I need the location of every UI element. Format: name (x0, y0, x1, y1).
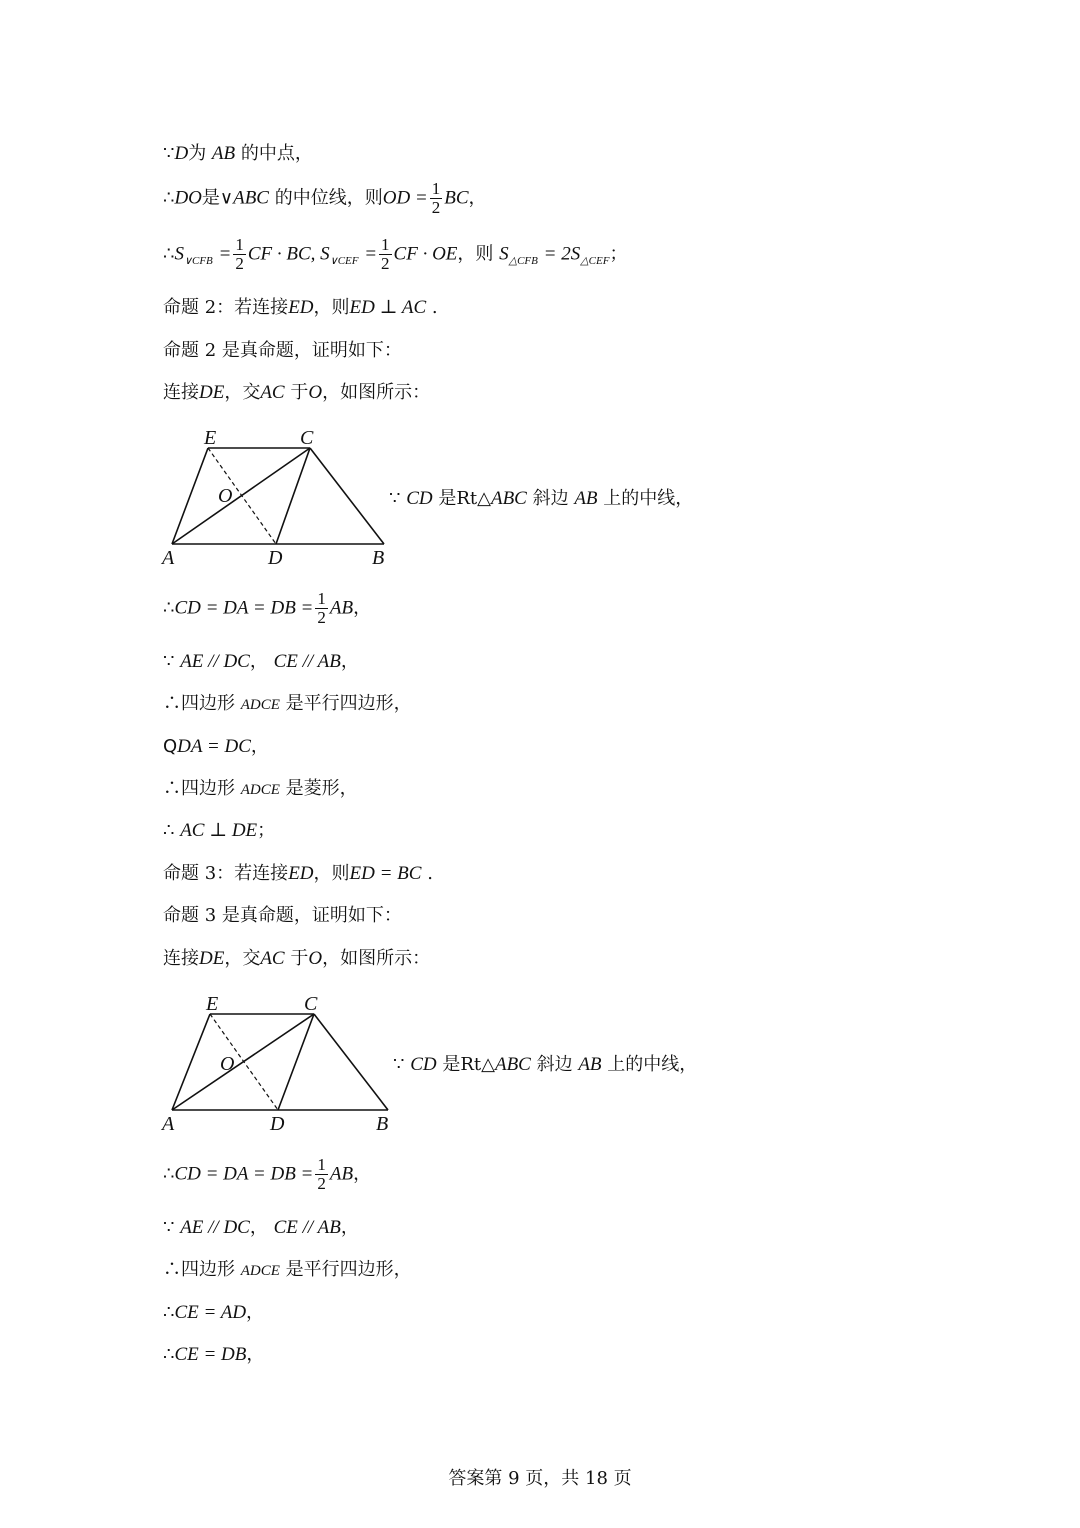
math-text: CE // AB (273, 651, 341, 672)
math-text: OD = (382, 187, 428, 209)
because-symbol: ∵ (163, 1217, 175, 1238)
text: ； (609, 243, 628, 265)
fraction (233, 236, 246, 273)
text: ，则 (457, 243, 494, 265)
text: 连接 (163, 382, 199, 403)
proof-line-8 (163, 650, 359, 674)
text: ，交 (224, 948, 261, 969)
math-text: O (308, 382, 323, 403)
fraction-denominator: 2 (235, 254, 244, 273)
math-text: = (218, 243, 232, 265)
triangle-symbol: ∨ (219, 187, 234, 209)
math-text: AC ⊥ DE (180, 820, 258, 841)
text: 是 (201, 187, 220, 209)
text: ∴四边形 (163, 693, 235, 714)
text: ， (249, 651, 268, 672)
math-text: ABC (490, 488, 527, 509)
math-text: CE // AB (273, 1217, 341, 1238)
label-b: B (376, 1113, 389, 1135)
text: ， (250, 736, 269, 757)
connect-instruction (163, 947, 430, 971)
math-text: = (364, 243, 378, 265)
label-c: C (300, 427, 314, 449)
math-text: AB (329, 1163, 354, 1185)
math-text: AB (211, 143, 236, 164)
math-text: ED ⊥ AC (349, 297, 427, 318)
math-text: S (499, 243, 509, 265)
fraction-denominator: 2 (381, 254, 390, 273)
math-text: ADCE (240, 782, 280, 798)
math-text: O (308, 948, 323, 969)
math-text: ED (288, 863, 314, 884)
subscript: △CFB (508, 255, 538, 268)
fraction-denominator: 2 (431, 198, 441, 217)
segment-cd (278, 1014, 314, 1110)
text: ∴四边形 (163, 778, 235, 799)
because-symbol: ∵ (389, 488, 401, 509)
text: 于 (290, 948, 309, 969)
text: 上的中线， (603, 488, 694, 509)
label-e: E (206, 993, 219, 1015)
math-text: S (174, 243, 184, 265)
text: . (431, 297, 438, 318)
proof-line-20 (163, 1343, 264, 1367)
label-a: A (162, 1113, 175, 1135)
math-text: CD = DA = DB = (174, 597, 314, 619)
math-text: ADCE (240, 697, 280, 713)
math-text: ED (288, 297, 314, 318)
figure-2-caption (393, 1053, 697, 1077)
text: ，则 (313, 863, 350, 884)
therefore-symbol: ∴ (163, 1163, 175, 1185)
therefore-symbol: ∴ (163, 187, 175, 209)
text: 命题 2 是真命题，证明如下： (163, 340, 402, 361)
text: 连接 (163, 948, 199, 969)
proof-line-10 (163, 735, 269, 759)
fraction (379, 236, 392, 273)
label-b: B (372, 547, 385, 569)
text: ， (249, 1217, 268, 1238)
text: 的中位线，则 (274, 187, 383, 209)
fraction-denominator: 2 (317, 608, 326, 627)
math-text: ABC (494, 1054, 531, 1075)
segment-ae (172, 1014, 210, 1110)
math-text: D (174, 143, 189, 164)
text: 是菱形， (285, 778, 358, 799)
because-symbol: ∵ (393, 1054, 405, 1075)
proof-line-2 (163, 180, 487, 217)
fraction-denominator: 2 (317, 1174, 326, 1193)
therefore-symbol: ∴ (163, 597, 175, 619)
text: 上的中线， (607, 1054, 698, 1075)
math-text: CD (410, 1054, 437, 1075)
proposition-2-claim (163, 339, 402, 363)
text: ； (257, 820, 276, 841)
proof-line-11 (163, 777, 358, 802)
math-text: CD = DA = DB = (174, 1163, 314, 1185)
text: ， (340, 651, 359, 672)
proof-line-12 (163, 819, 275, 843)
therefore-symbol: ∴ (163, 1344, 175, 1365)
page-footer: 答案第 9 页，共 18 页 (448, 1468, 632, 1489)
therefore-symbol: ∴ (163, 1302, 175, 1323)
label-d: D (270, 1113, 285, 1135)
segment-ae (172, 448, 208, 544)
text: 斜边 (532, 488, 569, 509)
text: Rt△ (460, 1054, 495, 1075)
text: ， (246, 1344, 265, 1365)
segment-ac (172, 448, 310, 544)
text: ∴四边形 (163, 1259, 235, 1280)
label-a: A (162, 547, 175, 569)
proof-line-19 (163, 1301, 264, 1325)
fraction (430, 180, 443, 217)
proof-line-9 (163, 692, 412, 717)
segment-cb (314, 1014, 388, 1110)
math-text: CE = DB (174, 1344, 247, 1365)
text: . (427, 863, 433, 884)
segment-cb (310, 448, 384, 544)
proof-line-3 (163, 236, 627, 273)
therefore-symbol: ∴ (163, 820, 175, 841)
text: 为 (188, 143, 207, 164)
math-text: DE (199, 382, 225, 403)
math-text: AB (578, 1054, 602, 1075)
math-text: AE // DC (180, 651, 250, 672)
subscript: ∨CFB (183, 255, 213, 268)
text: 于 (290, 382, 309, 403)
math-text: AB (574, 488, 598, 509)
text: Rt△ (456, 488, 491, 509)
text: ， (468, 187, 487, 209)
math-text: AB (329, 597, 354, 619)
math-text: ABC (233, 187, 269, 209)
text: ， (353, 597, 372, 619)
subscript: △CEF (580, 255, 610, 268)
text: ， (246, 1302, 265, 1323)
proposition-3-claim (163, 904, 402, 928)
proof-line-7 (163, 590, 371, 627)
proof-line-17 (163, 1216, 359, 1240)
text: ，如图所示： (322, 382, 431, 403)
label-c: C (304, 993, 318, 1015)
fraction-numerator: 1 (317, 589, 326, 608)
proof-line-1 (163, 142, 313, 166)
math-text: CE = AD (174, 1302, 247, 1323)
figure-1-caption (389, 487, 693, 511)
math-text: DE (199, 948, 225, 969)
math-text: AC (260, 948, 285, 969)
math-text: CF · BC, S (247, 243, 330, 265)
text: ，则 (313, 297, 350, 318)
proof-line-18 (163, 1258, 412, 1283)
text: ，如图所示： (322, 948, 431, 969)
fraction (315, 1156, 328, 1193)
proposition-3-statement (163, 862, 433, 886)
math-text: ED = BC (349, 863, 422, 884)
text: 命题 3：若连接 (163, 863, 289, 884)
connect-instruction (163, 381, 430, 405)
text: ，交 (224, 382, 261, 403)
proof-line-16 (163, 1156, 371, 1193)
text: 是平行四边形， (285, 1259, 412, 1280)
text: 是平行四边形， (285, 693, 412, 714)
math-text: = 2S (543, 243, 581, 265)
segment-ac (172, 1014, 314, 1110)
label-d: D (268, 547, 283, 569)
text: ， (353, 1163, 372, 1185)
therefore-symbol: ∴ (163, 243, 175, 265)
fraction-numerator: 1 (381, 235, 390, 254)
label-o: O (220, 1053, 235, 1075)
text: 是 (438, 488, 457, 509)
fraction-numerator: 1 (235, 235, 244, 254)
text: 命题 2：若连接 (163, 297, 289, 318)
label-o: O (218, 485, 233, 507)
text: 是 (442, 1054, 461, 1075)
because-symbol: Q (163, 736, 178, 757)
math-text: ADCE (240, 1263, 280, 1279)
segment-cd (276, 448, 310, 544)
fraction-numerator: 1 (431, 179, 441, 198)
text: 命题 3 是真命题，证明如下： (163, 905, 402, 926)
text: 斜边 (536, 1054, 573, 1075)
math-text: CF · OE (393, 243, 458, 265)
geometry-figure-1 (160, 424, 400, 572)
label-e: E (204, 427, 217, 449)
geometry-figure-2 (160, 990, 400, 1138)
subscript: ∨CEF (329, 255, 359, 268)
because-symbol: ∵ (163, 651, 175, 672)
math-text: CD (406, 488, 433, 509)
because-symbol: ∵ (163, 143, 175, 164)
math-text: DA = DC (177, 736, 251, 757)
math-text: AE // DC (180, 1217, 250, 1238)
math-text: DO (174, 187, 202, 209)
fraction (315, 590, 328, 627)
text: 的中点， (240, 143, 313, 164)
text: ， (340, 1217, 359, 1238)
fraction-numerator: 1 (317, 1155, 326, 1174)
proposition-2-statement (163, 296, 438, 320)
math-text: BC (444, 187, 469, 209)
math-text: AC (260, 382, 285, 403)
